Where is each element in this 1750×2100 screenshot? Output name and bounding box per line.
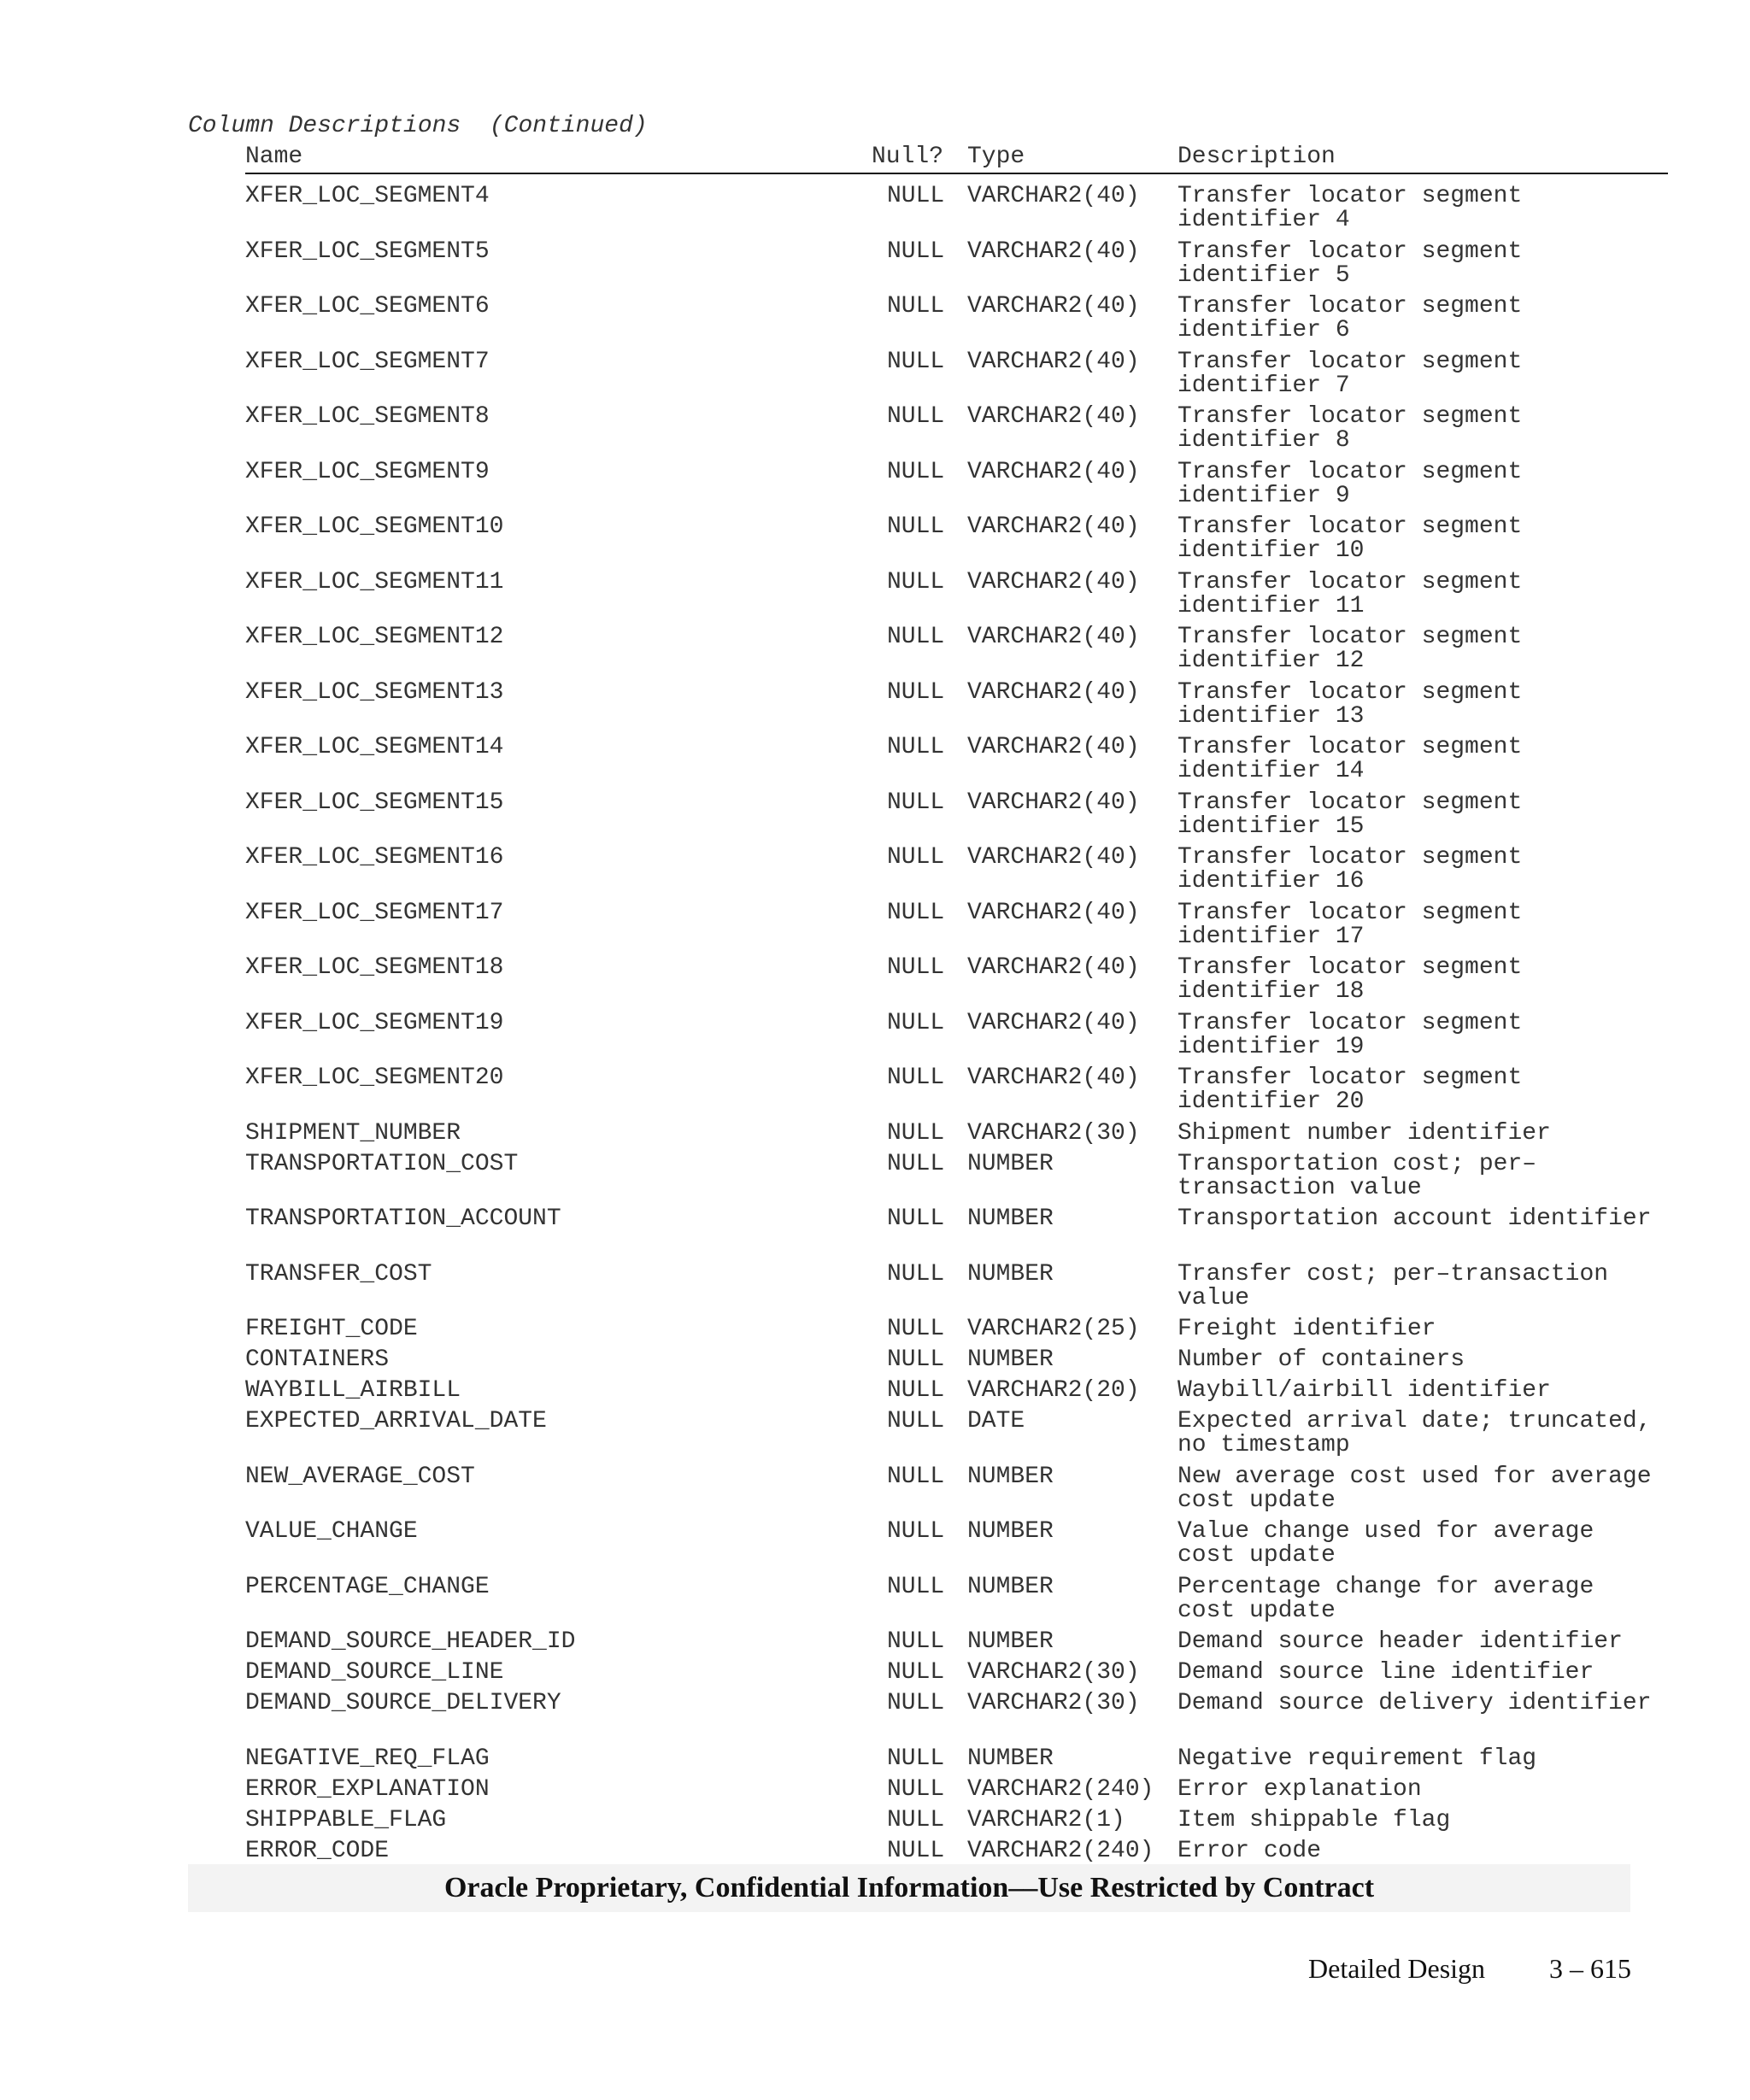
table-row <box>0 1806 1750 1839</box>
table-row <box>0 1119 1750 1153</box>
column-null: NULL <box>887 1009 945 1036</box>
column-null: NULL <box>887 1205 945 1232</box>
column-null: NULL <box>887 183 945 209</box>
table-row <box>0 1317 1750 1348</box>
column-type: NUMBER <box>967 1573 1054 1600</box>
table-row <box>0 901 1750 957</box>
column-null: NULL <box>887 1775 945 1803</box>
column-type: VARCHAR2(30) <box>967 1690 1140 1716</box>
table-row <box>0 1747 1750 1778</box>
column-null: NULL <box>887 293 945 320</box>
table-row <box>0 1260 1750 1318</box>
column-name: SHIPMENT_NUMBER <box>245 1119 461 1147</box>
column-description: Value change used for average cost update <box>1177 1518 1594 1569</box>
column-name: XFER_LOC_SEGMENT17 <box>245 899 504 926</box>
header-name: Name <box>245 144 303 170</box>
column-null: NULL <box>887 403 945 430</box>
column-description: Demand source line identifier <box>1177 1659 1594 1686</box>
column-name: VALUE_CHANGE <box>245 1518 418 1545</box>
column-type: VARCHAR2(40) <box>967 403 1140 430</box>
column-null: NULL <box>887 1837 945 1864</box>
column-null: NULL <box>887 899 945 926</box>
column-null: NULL <box>887 1659 945 1686</box>
table-row <box>0 956 1750 1012</box>
column-name: XFER_LOC_SEGMENT15 <box>245 789 504 816</box>
column-name: XFER_LOC_SEGMENT9 <box>245 458 490 485</box>
column-type: NUMBER <box>967 1745 1054 1772</box>
column-description: Transfer locator segment identifier 20 <box>1177 1065 1523 1115</box>
table-row <box>0 1661 1750 1692</box>
column-name: XFER_LOC_SEGMENT19 <box>245 1009 504 1036</box>
column-null: NULL <box>887 1690 945 1716</box>
column-null: NULL <box>887 1316 945 1342</box>
table-row <box>0 568 1750 626</box>
footer-section: Detailed Design <box>1308 1953 1486 1984</box>
column-name: XFER_LOC_SEGMENT11 <box>245 568 504 595</box>
column-type: VARCHAR2(40) <box>967 238 1140 265</box>
column-type: VARCHAR2(30) <box>967 1659 1140 1686</box>
column-description: New average cost used for average cost update <box>1177 1463 1652 1514</box>
column-description: Transfer locator segment identifier 8 <box>1177 403 1523 454</box>
column-type: NUMBER <box>967 1463 1054 1490</box>
column-description: Transfer locator segment identifier 4 <box>1177 183 1523 233</box>
column-type: NUMBER <box>967 1346 1054 1373</box>
table-row <box>0 625 1750 681</box>
table-row <box>0 1207 1750 1263</box>
column-null: NULL <box>887 1408 945 1434</box>
column-name: EXPECTED_ARRIVAL_DATE <box>245 1408 547 1434</box>
column-type: VARCHAR2(240) <box>967 1775 1154 1803</box>
column-type: NUMBER <box>967 1260 1054 1288</box>
table-row <box>0 1775 1750 1809</box>
header-type: Type <box>967 144 1025 170</box>
column-type: VARCHAR2(40) <box>967 789 1140 816</box>
column-null: NULL <box>887 1573 945 1600</box>
table-row <box>0 1348 1750 1379</box>
column-type: VARCHAR2(40) <box>967 183 1140 209</box>
table-row <box>0 1066 1750 1122</box>
column-name: XFER_LOC_SEGMENT12 <box>245 624 504 650</box>
column-description: Error code <box>1177 1837 1322 1864</box>
column-type: DATE <box>967 1408 1025 1434</box>
column-type: VARCHAR2(30) <box>967 1119 1140 1147</box>
column-description: Transfer cost; per–transaction value <box>1177 1260 1609 1311</box>
column-description: Transfer locator segment identifier 6 <box>1177 293 1523 343</box>
column-type: VARCHAR2(1) <box>967 1806 1125 1833</box>
column-null: NULL <box>887 624 945 650</box>
column-type: NUMBER <box>967 1205 1054 1232</box>
column-name: XFER_LOC_SEGMENT6 <box>245 293 490 320</box>
column-name: DEMAND_SOURCE_DELIVERY <box>245 1690 561 1716</box>
column-name: ERROR_EXPLANATION <box>245 1775 490 1803</box>
column-name: DEMAND_SOURCE_HEADER_ID <box>245 1628 576 1655</box>
column-type: NUMBER <box>967 1150 1054 1177</box>
column-type: VARCHAR2(40) <box>967 348 1140 375</box>
column-name: PERCENTAGE_CHANGE <box>245 1573 490 1600</box>
column-name: NEGATIVE_REQ_FLAG <box>245 1745 490 1772</box>
column-name: XFER_LOC_SEGMENT13 <box>245 678 504 706</box>
column-description: Transfer locator segment identifier 13 <box>1177 678 1523 730</box>
table-row <box>0 1520 1750 1575</box>
column-description: Transfer locator segment identifier 11 <box>1177 568 1523 619</box>
column-description: Transfer locator segment identifier 19 <box>1177 1009 1523 1060</box>
column-description: Transfer locator segment identifier 17 <box>1177 899 1523 950</box>
table-row <box>0 678 1750 736</box>
table-row <box>0 736 1750 791</box>
column-name: DEMAND_SOURCE_LINE <box>245 1659 504 1686</box>
column-description: Transportation account identifier <box>1177 1205 1652 1232</box>
column-null: NULL <box>887 678 945 706</box>
column-name: FREIGHT_CODE <box>245 1316 418 1342</box>
column-null: NULL <box>887 1119 945 1147</box>
column-name: XFER_LOC_SEGMENT8 <box>245 403 490 430</box>
table-row <box>0 1575 1750 1631</box>
column-description: Transfer locator segment identifier 16 <box>1177 844 1523 895</box>
table-row <box>0 1379 1750 1410</box>
column-type: VARCHAR2(40) <box>967 624 1140 650</box>
column-name: XFER_LOC_SEGMENT20 <box>245 1065 504 1091</box>
column-description: Transfer locator segment identifier 5 <box>1177 238 1523 289</box>
column-description: Item shippable flag <box>1177 1806 1451 1833</box>
table-row <box>0 460 1750 516</box>
column-null: NULL <box>887 1628 945 1655</box>
column-type: VARCHAR2(40) <box>967 954 1140 981</box>
column-description: Transportation cost; per–transaction value <box>1177 1150 1537 1201</box>
column-null: NULL <box>887 1377 945 1404</box>
column-name: XFER_LOC_SEGMENT18 <box>245 954 504 981</box>
table-row <box>0 240 1750 296</box>
table-header <box>245 144 1668 174</box>
column-description: Transfer locator segment identifier 7 <box>1177 348 1523 399</box>
column-type: VARCHAR2(40) <box>967 1065 1140 1091</box>
column-name: XFER_LOC_SEGMENT7 <box>245 348 490 375</box>
column-null: NULL <box>887 734 945 760</box>
table-row <box>0 185 1750 240</box>
column-name: XFER_LOC_SEGMENT10 <box>245 513 504 540</box>
column-name: XFER_LOC_SEGMENT16 <box>245 844 504 871</box>
header-null: Null? <box>872 144 944 170</box>
column-type: VARCHAR2(25) <box>967 1316 1140 1342</box>
header-description: Description <box>1177 144 1336 170</box>
column-type: VARCHAR2(40) <box>967 734 1140 760</box>
column-description: Negative requirement flag <box>1177 1745 1537 1772</box>
confidential-notice: Oracle Proprietary, Confidential Information––Use Restricted by Contract <box>188 1864 1630 1912</box>
column-null: NULL <box>887 1518 945 1545</box>
column-null: NULL <box>887 348 945 375</box>
column-null: NULL <box>887 954 945 981</box>
column-type: VARCHAR2(20) <box>967 1377 1140 1404</box>
table-row <box>0 1150 1750 1208</box>
column-name: CONTAINERS <box>245 1346 390 1373</box>
column-name: NEW_AVERAGE_COST <box>245 1463 475 1490</box>
column-type: VARCHAR2(40) <box>967 899 1140 926</box>
table-row <box>0 405 1750 460</box>
column-type: VARCHAR2(40) <box>967 293 1140 320</box>
column-name: TRANSFER_COST <box>245 1260 432 1288</box>
table-row <box>0 846 1750 901</box>
column-description: Transfer locator segment identifier 10 <box>1177 513 1523 564</box>
column-name: SHIPPABLE_FLAG <box>245 1806 447 1833</box>
column-null: NULL <box>887 1065 945 1091</box>
table-row <box>0 515 1750 571</box>
column-description: Transfer locator segment identifier 9 <box>1177 458 1523 509</box>
table-row <box>0 1410 1750 1465</box>
column-null: NULL <box>887 1463 945 1490</box>
column-description: Freight identifier <box>1177 1316 1436 1342</box>
column-null: NULL <box>887 1260 945 1288</box>
column-table <box>0 185 1750 1870</box>
column-name: XFER_LOC_SEGMENT5 <box>245 238 490 265</box>
table-row <box>0 350 1750 406</box>
column-type: VARCHAR2(40) <box>967 1009 1140 1036</box>
column-type: VARCHAR2(40) <box>967 458 1140 485</box>
column-name: TRANSPORTATION_ACCOUNT <box>245 1205 561 1232</box>
column-null: NULL <box>887 568 945 595</box>
table-row <box>0 1692 1750 1747</box>
column-description: Percentage change for average cost update <box>1177 1573 1594 1624</box>
column-type: VARCHAR2(40) <box>967 844 1140 871</box>
page-number: 3 – 615 <box>1549 1953 1631 1984</box>
table-row <box>0 791 1750 847</box>
column-null: NULL <box>887 1745 945 1772</box>
column-null: NULL <box>887 1346 945 1373</box>
column-null: NULL <box>887 1806 945 1833</box>
column-description: Transfer locator segment identifier 14 <box>1177 734 1523 784</box>
column-null: NULL <box>887 844 945 871</box>
column-description: Error explanation <box>1177 1775 1422 1803</box>
column-name: TRANSPORTATION_COST <box>245 1150 519 1177</box>
column-null: NULL <box>887 238 945 265</box>
column-type: VARCHAR2(40) <box>967 513 1140 540</box>
table-row <box>0 295 1750 350</box>
column-type: NUMBER <box>967 1628 1054 1655</box>
column-description: Transfer locator segment identifier 15 <box>1177 789 1523 840</box>
column-null: NULL <box>887 789 945 816</box>
column-description: Expected arrival date; truncated, no timestamp <box>1177 1408 1652 1458</box>
column-description: Number of containers <box>1177 1346 1465 1373</box>
column-type: NUMBER <box>967 1518 1054 1545</box>
column-description: Demand source header identifier <box>1177 1628 1623 1655</box>
column-type: VARCHAR2(240) <box>967 1837 1154 1864</box>
column-description: Shipment number identifier <box>1177 1119 1551 1147</box>
column-description: Transfer locator segment identifier 12 <box>1177 624 1523 674</box>
column-name: XFER_LOC_SEGMENT14 <box>245 734 504 760</box>
column-description: Demand source delivery identifier <box>1177 1690 1652 1716</box>
table-row <box>0 1465 1750 1521</box>
column-null: NULL <box>887 458 945 485</box>
column-description: Transfer locator segment identifier 18 <box>1177 954 1523 1005</box>
column-null: NULL <box>887 1150 945 1177</box>
column-null: NULL <box>887 513 945 540</box>
column-name: XFER_LOC_SEGMENT4 <box>245 183 490 209</box>
section-title: Column Descriptions (Continued) <box>188 113 648 139</box>
column-name: WAYBILL_AIRBILL <box>245 1377 461 1404</box>
table-row <box>0 1009 1750 1067</box>
column-type: VARCHAR2(40) <box>967 568 1140 595</box>
column-type: VARCHAR2(40) <box>967 678 1140 706</box>
column-description: Waybill/airbill identifier <box>1177 1377 1551 1404</box>
column-name: ERROR_CODE <box>245 1837 390 1864</box>
table-row <box>0 1630 1750 1661</box>
